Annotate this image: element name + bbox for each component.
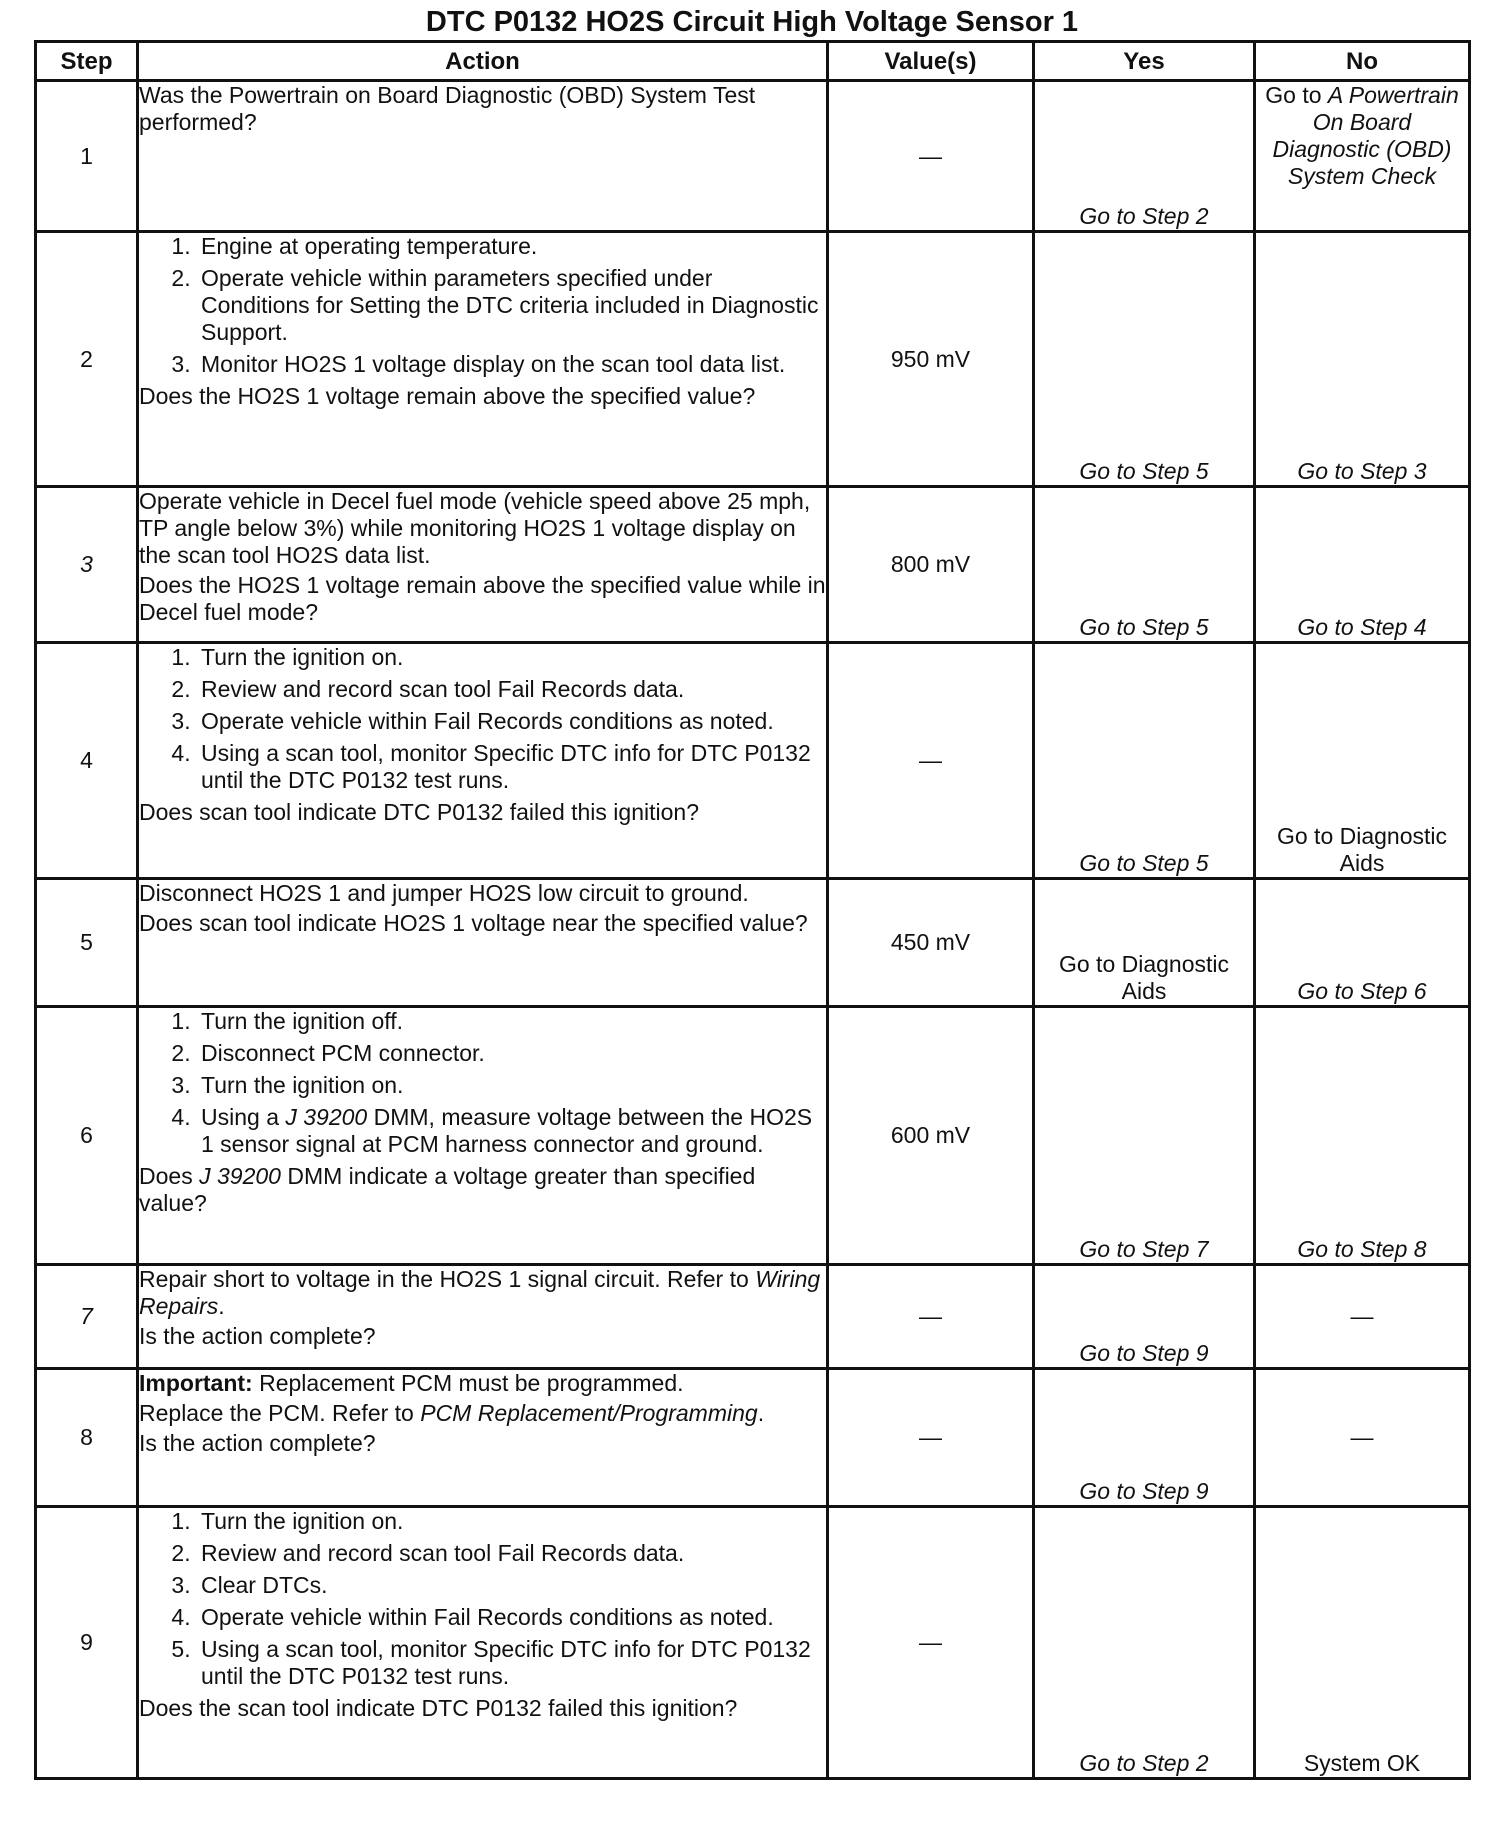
important-note: Important: Replacement PCM must be programmed. <box>139 1370 684 1396</box>
yes-cell <box>1034 643 1255 879</box>
list-item: 1. Turn the ignition on. <box>197 644 826 671</box>
yes-link: Go to Step 5 <box>1079 614 1209 640</box>
yes-cell <box>1034 879 1255 1007</box>
list-item: 2. Disconnect PCM connector. <box>197 1040 826 1067</box>
step-number: 5 <box>36 879 138 1007</box>
action-question: Does the HO2S 1 voltage remain above the specified value? <box>139 383 756 409</box>
header-row <box>36 42 1470 81</box>
list-item: 4. Operate vehicle within Fail Records conditions as noted. <box>197 1604 826 1631</box>
table-row <box>36 1007 1470 1265</box>
action-question: Does J 39200 DMM indicate a voltage greater than specified value? <box>139 1163 756 1216</box>
no-cell <box>1255 1369 1470 1507</box>
no-link: Go to A Powertrain On Board Diagnostic (OBD) System Check <box>1265 82 1459 189</box>
value-cell: 800 mV <box>828 487 1034 643</box>
action-cell <box>138 1265 828 1369</box>
yes-link: Go to Step 5 <box>1079 458 1209 484</box>
table-row <box>36 1507 1470 1779</box>
step-number: 2 <box>36 232 138 487</box>
table-row <box>36 1265 1470 1369</box>
yes-cell <box>1034 232 1255 487</box>
action-cell <box>138 643 828 879</box>
table-row <box>36 487 1470 643</box>
action-question: Does scan tool indicate DTC P0132 failed this ignition? <box>139 799 699 825</box>
no-value: — <box>1350 1303 1374 1329</box>
yes-link: Go to Step 9 <box>1079 1478 1209 1504</box>
list-item: 2. Review and record scan tool Fail Records data. <box>197 1540 826 1567</box>
list-item: 1. Turn the ignition on. <box>197 1508 826 1535</box>
yes-cell <box>1034 1507 1255 1779</box>
yes-link: Go to Step 9 <box>1079 1340 1209 1366</box>
value-cell: — <box>828 1265 1034 1369</box>
no-value: — <box>1350 1424 1374 1450</box>
list-item: 2. Operate vehicle within parameters specified under Conditions for Setting the DTC criteria included in Diagnostic Support. <box>197 265 826 346</box>
yes-cell <box>1034 1265 1255 1369</box>
action-text: Operate vehicle in Decel fuel mode (vehicle speed above 25 mph, TP angle below 3%) while monitoring HO2S 1 voltage display on the scan tool HO2S data list. <box>139 488 811 568</box>
action-cell <box>138 1369 828 1507</box>
action-steps-list <box>139 1508 826 1690</box>
yes-link: Go to Step 5 <box>1079 850 1209 876</box>
action-cell <box>138 81 828 232</box>
header-step: Step <box>36 42 138 81</box>
no-cell <box>1255 232 1470 487</box>
table-row <box>36 232 1470 487</box>
table-row <box>36 643 1470 879</box>
list-item: 4. Using a scan tool, monitor Specific DTC info for DTC P0132 until the DTC P0132 test runs. <box>197 740 826 794</box>
no-cell <box>1255 1507 1470 1779</box>
table-row <box>36 81 1470 232</box>
no-link: Go to Step 8 <box>1297 1236 1427 1262</box>
list-item: 3. Operate vehicle within Fail Records conditions as noted. <box>197 708 826 735</box>
action-cell <box>138 232 828 487</box>
list-item: 5. Using a scan tool, monitor Specific DTC info for DTC P0132 until the DTC P0132 test runs. <box>197 1636 826 1690</box>
yes-link: Go to Step 7 <box>1079 1236 1209 1262</box>
no-link: Go to Step 3 <box>1297 458 1427 484</box>
no-link: Go to Step 6 <box>1297 978 1427 1004</box>
no-cell <box>1255 81 1470 232</box>
list-item: 2. Review and record scan tool Fail Records data. <box>197 676 826 703</box>
yes-cell <box>1034 487 1255 643</box>
value-cell: — <box>828 1369 1034 1507</box>
no-link: Go to Step 4 <box>1297 614 1427 640</box>
no-cell <box>1255 1007 1470 1265</box>
header-action: Action <box>138 42 828 81</box>
yes-cell <box>1034 1369 1255 1507</box>
no-value: System OK <box>1303 1750 1421 1776</box>
header-values: Value(s) <box>828 42 1034 81</box>
step-number: 7 <box>36 1265 138 1369</box>
action-text: Repair short to voltage in the HO2S 1 signal circuit. Refer to Wiring Repairs. <box>139 1266 821 1319</box>
action-question: Does the HO2S 1 voltage remain above the specified value while in Decel fuel mode? <box>139 572 826 625</box>
header-yes: Yes <box>1034 42 1255 81</box>
action-cell <box>138 487 828 643</box>
step-number: 3 <box>36 487 138 643</box>
action-text: Replace the PCM. Refer to PCM Replacement/Programming. <box>139 1400 765 1426</box>
action-question: Does scan tool indicate HO2S 1 voltage near the specified value? <box>139 910 808 936</box>
diagnostic-table <box>34 40 1471 1780</box>
table-row <box>36 1369 1470 1507</box>
action-cell <box>138 879 828 1007</box>
action-steps-list <box>139 1008 826 1158</box>
step-number: 6 <box>36 1007 138 1265</box>
action-cell <box>138 1007 828 1265</box>
no-cell <box>1255 643 1470 879</box>
list-item: 1. Engine at operating temperature. <box>197 233 826 260</box>
value-cell: 600 mV <box>828 1007 1034 1265</box>
value-cell: — <box>828 81 1034 232</box>
action-steps-list <box>139 644 826 794</box>
table-row <box>36 879 1470 1007</box>
value-cell: 450 mV <box>828 879 1034 1007</box>
list-item: 3. Monitor HO2S 1 voltage display on the scan tool data list. <box>197 351 826 378</box>
action-question: Does the scan tool indicate DTC P0132 failed this ignition? <box>139 1695 738 1721</box>
action-question: Is the action complete? <box>139 1430 376 1456</box>
step-number: 9 <box>36 1507 138 1779</box>
action-question: Is the action complete? <box>139 1323 376 1349</box>
step-number: 4 <box>36 643 138 879</box>
list-item: 3. Turn the ignition on. <box>197 1072 826 1099</box>
yes-link: Go to Step 2 <box>1079 203 1209 229</box>
action-cell <box>138 1507 828 1779</box>
page-title: DTC P0132 HO2S Circuit High Voltage Sensor 1 <box>425 6 1079 38</box>
value-cell: 950 mV <box>828 232 1034 487</box>
step-number: 8 <box>36 1369 138 1507</box>
yes-link: Go to Diagnostic Aids <box>1058 951 1230 1004</box>
list-item: 1. Turn the ignition off. <box>197 1008 826 1035</box>
value-cell: — <box>828 643 1034 879</box>
value-cell: — <box>828 1507 1034 1779</box>
yes-cell <box>1034 1007 1255 1265</box>
action-text: Was the Powertrain on Board Diagnostic (OBD) System Test performed? <box>139 82 756 135</box>
action-text: Disconnect HO2S 1 and jumper HO2S low circuit to ground. <box>139 880 749 906</box>
list-item: 4. Using a J 39200 DMM, measure voltage between the HO2S 1 sensor signal at PCM harness connector and ground. <box>197 1104 826 1158</box>
yes-cell <box>1034 81 1255 232</box>
no-link: Go to Diagnostic Aids <box>1276 823 1448 876</box>
step-number: 1 <box>36 81 138 232</box>
no-cell <box>1255 487 1470 643</box>
list-item: 3. Clear DTCs. <box>197 1572 826 1599</box>
yes-link: Go to Step 2 <box>1079 1750 1209 1776</box>
action-steps-list <box>139 233 826 378</box>
no-cell <box>1255 1265 1470 1369</box>
header-no: No <box>1255 42 1470 81</box>
no-cell <box>1255 879 1470 1007</box>
